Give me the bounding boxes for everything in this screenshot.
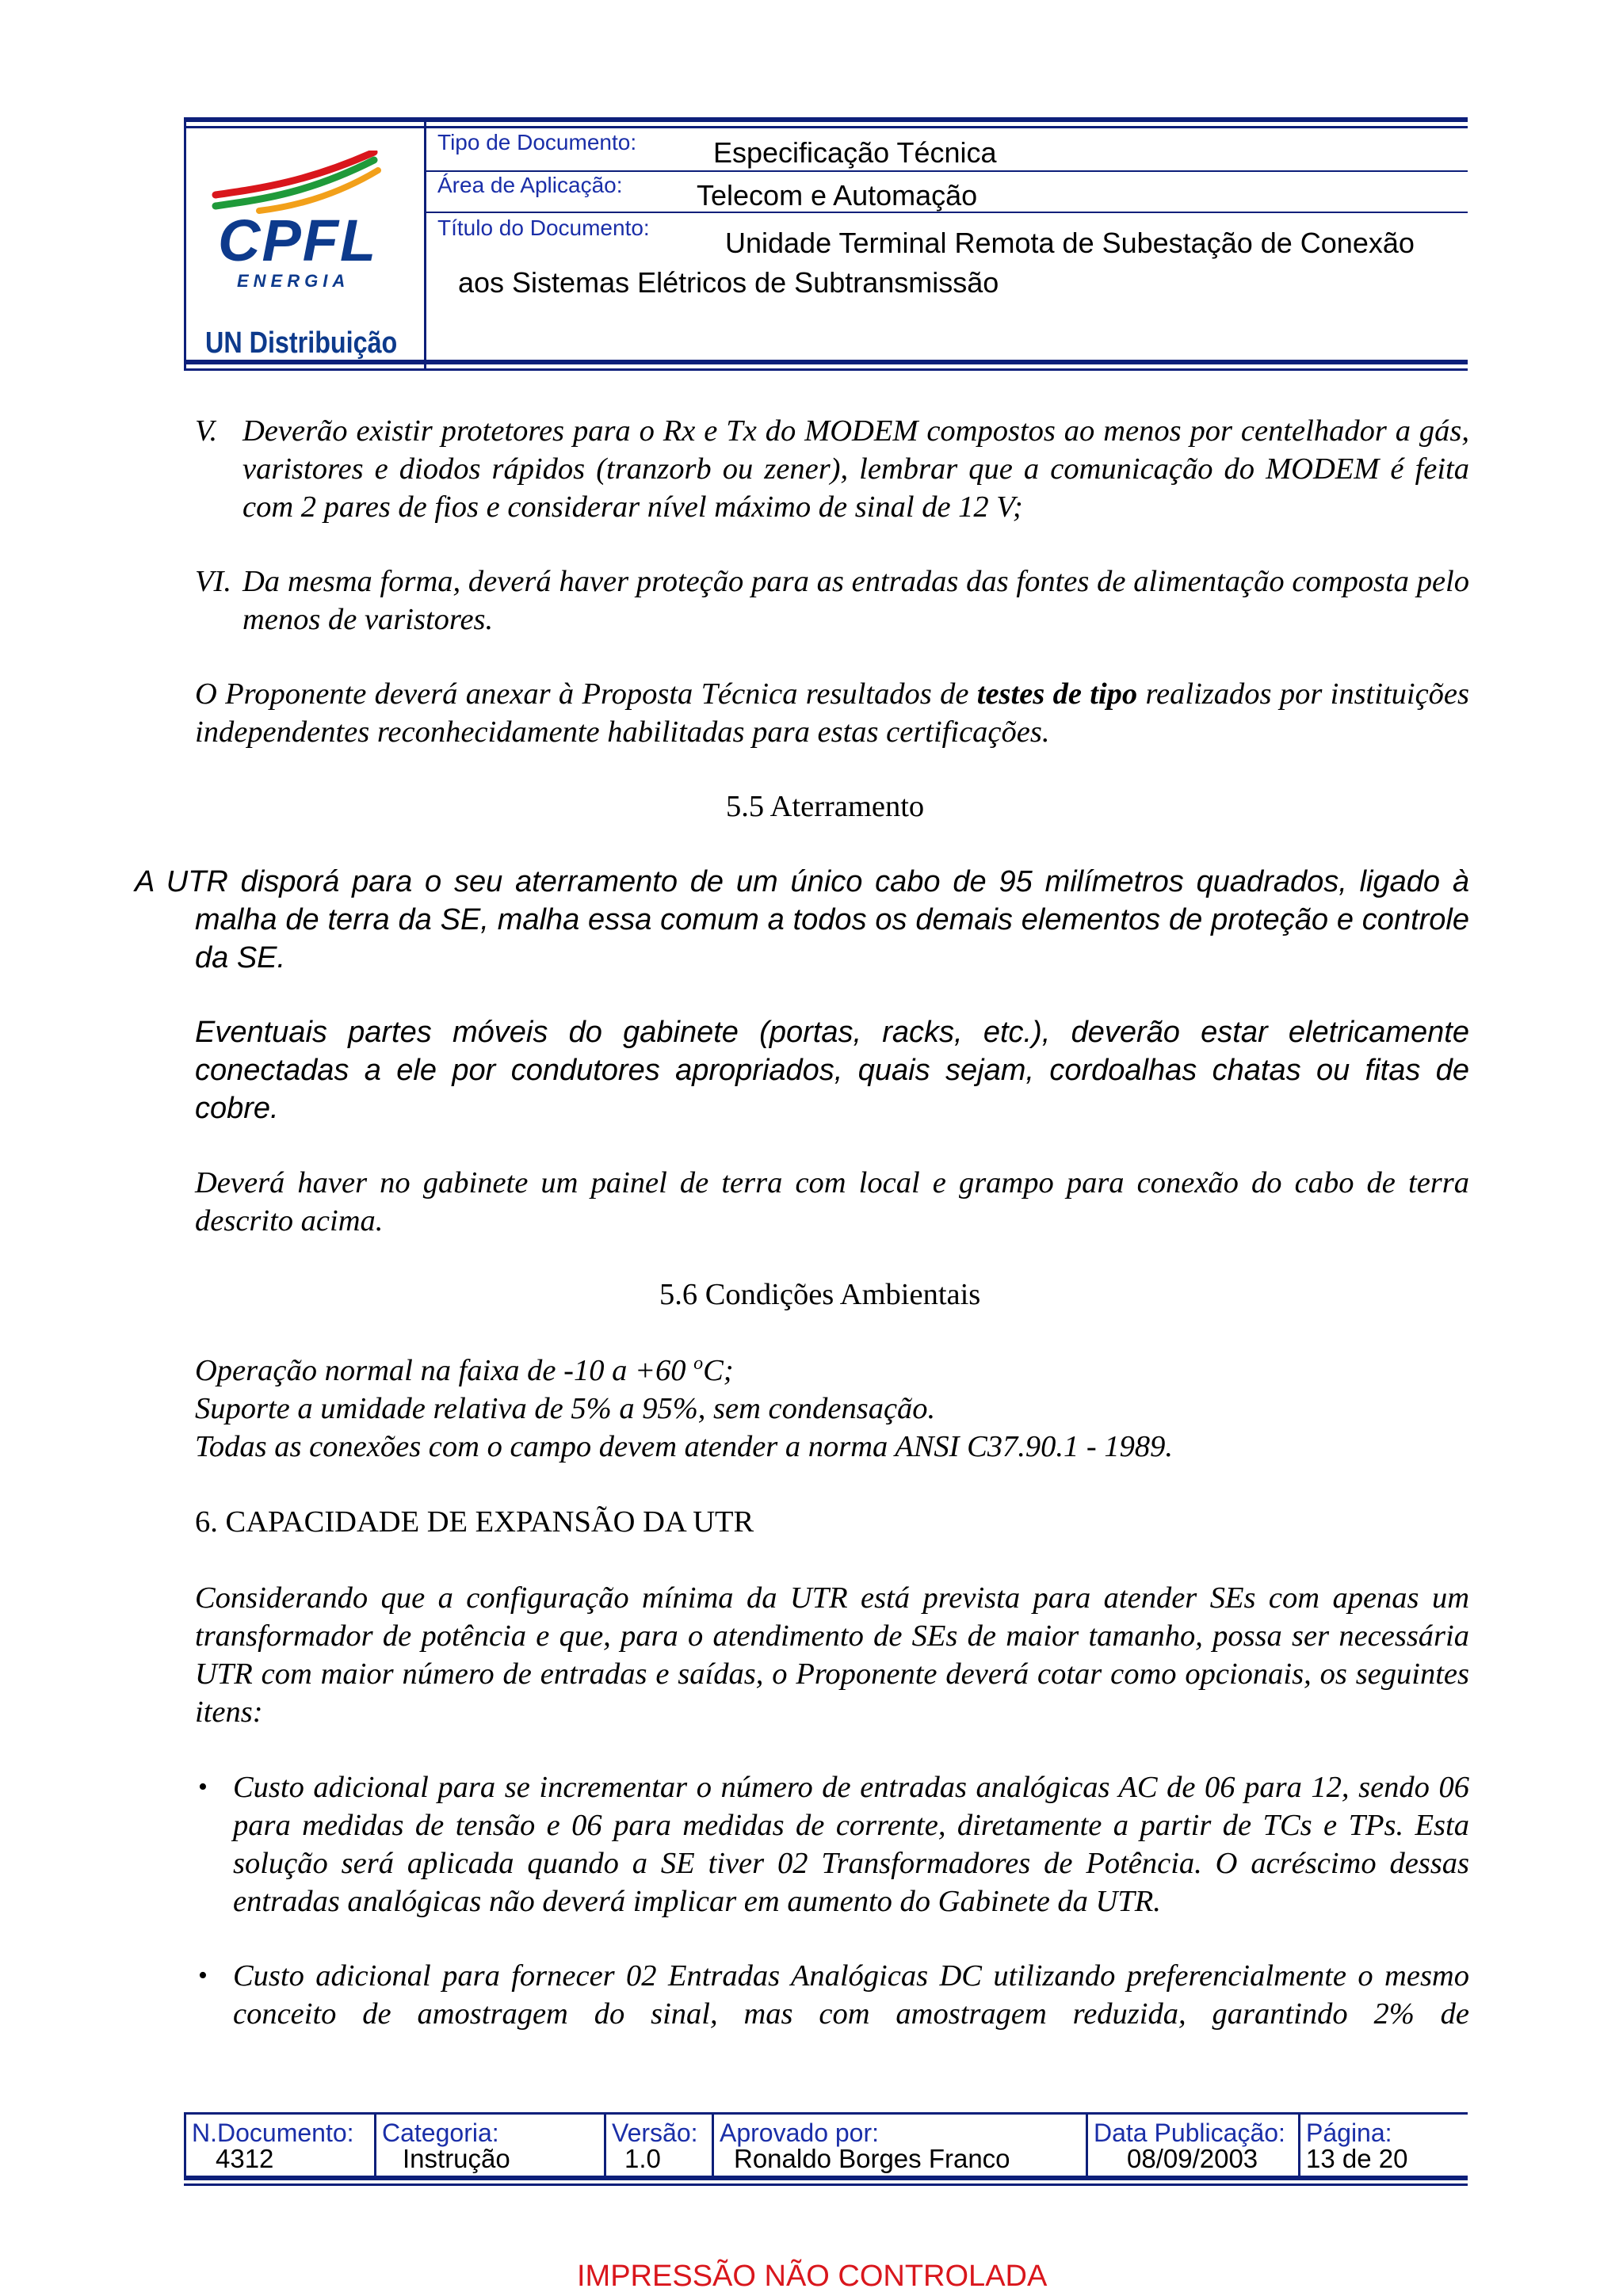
doc-number-label: N.Documento:: [192, 2119, 354, 2147]
version-value: 1.0: [624, 2144, 661, 2173]
section-heading-6: 6. CAPACIDADE DE EXPANSÃO DA UTR: [195, 1505, 754, 1539]
env-temp-unit: C;: [703, 1354, 734, 1387]
grounding-paragraph-2: Eventuais partes móveis do gabinete (portas, racks, etc.), deverão estar eletricamente conectadas a ele por condutores apropriados, quais sejam, cordoalhas chatas ou fitas de cobre.: [195, 1016, 1469, 1125]
grounding-paragraph-1: A UTR disporá para o seu aterramento de um único cabo de 95 milímetros quadrados, ligado à malha de terra da SE, malha essa comum a todos os demais elementos de proteção e controle da SE.: [135, 865, 1469, 974]
item-v-text: Deverão existir protetores para o Rx e Tx do MODEM compostos ao menos por centelhador a gás, varistores e diodos rápidos (tranzorb ou zener), lembrar que a comunicação do MODEM é feita com 2 pares de fios e considerar nível máximo de sinal de 12 V;: [242, 414, 1469, 524]
approved-by-label: Aprovado por:: [720, 2119, 880, 2147]
document-footer: [184, 2112, 1468, 2187]
doc-type-label: Tipo de Documento:: [437, 130, 637, 154]
publication-date-label: Data Publicação:: [1094, 2119, 1285, 2147]
category-label: Categoria:: [382, 2119, 499, 2147]
company-logo: [186, 128, 424, 358]
header-rule-bottom-thin: [184, 368, 1468, 371]
env-temp-text: Operação normal na faixa de -10 a +60: [195, 1354, 694, 1387]
footer-divider: [1298, 2115, 1300, 2176]
proponent-paragraph: [195, 675, 1469, 751]
section-heading-5-6: 5.6 Condições Ambientais: [659, 1278, 981, 1311]
section-heading-5-5: 5.5 Aterramento: [726, 790, 925, 823]
area-value: Telecom e Automação: [697, 179, 978, 212]
grounding-paragraph-3: Deverá haver no gabinete um painel de terra com local e grampo para conexão do cabo de terra descrito acima.: [195, 1166, 1469, 1238]
page-number-value: 13 de 20: [1306, 2144, 1408, 2173]
footer-divider: [1086, 2115, 1088, 2176]
env-condition-temperature: [195, 1352, 734, 1390]
category-value: Instrução: [403, 2144, 510, 2173]
degree-symbol: o: [693, 1353, 704, 1375]
footer-divider: [712, 2115, 714, 2176]
approved-by-value: Ronaldo Borges Franco: [734, 2144, 1010, 2173]
document-header: [184, 117, 1468, 372]
proponent-emphasis: testes de tipo: [976, 677, 1138, 711]
logo-subtext: ENERGIA: [237, 271, 350, 291]
logo-swoosh-icon: [212, 151, 386, 214]
header-rule-top: [184, 117, 1468, 122]
uncontrolled-print-stamp: IMPRESSÃO NÃO CONTROLADA: [577, 2260, 1048, 2293]
footer-divider: [604, 2115, 606, 2176]
proponent-text: O Proponente deverá anexar à Proposta Técnica resultados de: [195, 677, 977, 711]
footer-divider: [374, 2115, 376, 2176]
publication-date-value: 08/09/2003: [1127, 2144, 1258, 2173]
doc-number-value: 4312: [216, 2144, 274, 2173]
title-value-line1: Unidade Terminal Remota de Subestação de Conexão: [725, 227, 1415, 259]
bullet-marker: •: [198, 1772, 208, 1802]
footer-rule-top: [184, 2112, 1468, 2115]
expansion-bullet-1: Custo adicional para se incrementar o número de entradas analógicas AC de 06 para 12, sendo 06 para medidas de tensão e 06 para medidas de corrente, diretamente a partir de TCs e TPs. Esta solução será aplicada quando a SE tiver 02 Transformadores de Potência. O acréscimo dessas entradas analógicas não deverá implicar em aumento do Gabinete da UTR.: [233, 1771, 1469, 1918]
title-label: Título do Documento:: [437, 215, 650, 240]
list-marker-v: V.: [195, 414, 218, 448]
header-field-rule: [426, 170, 1468, 172]
proponent-text-end: realizados por instituições independentes reconhecidamente habilitadas para estas certificações.: [195, 677, 1469, 749]
logo-wordmark: CPFL: [218, 208, 378, 273]
header-divider: [424, 117, 426, 371]
list-marker-vi: VI.: [195, 565, 231, 598]
item-vi-text: Da mesma forma, deverá haver proteção para as entradas das fontes de alimentação composta pelo menos de varistores.: [242, 565, 1469, 636]
footer-rule-bottom: [184, 2176, 1468, 2180]
doc-type-value: Especificação Técnica: [713, 136, 997, 169]
header-field-rule: [426, 212, 1468, 213]
bullet-marker: •: [198, 1961, 208, 1990]
expansion-intro: Considerando que a configuração mínima da UTR está prevista para atender SEs com apenas um transformador de potência e que, para o atendimento de SEs de maior tamanho, possa ser necessária UTR com maior número de entradas e saídas, o Proponente deverá cotar como opcionais, os seguintes itens:: [195, 1581, 1469, 1729]
page-label: Página:: [1306, 2119, 1392, 2147]
business-unit-label: UN Distribuição: [205, 326, 398, 360]
footer-border-left: [184, 2115, 186, 2176]
env-condition-humidity: Suporte a umidade relativa de 5% a 95%, sem condensação.: [195, 1392, 936, 1425]
expansion-bullet-2: Custo adicional para fornecer 02 Entradas Analógicas DC utilizando preferencialmente o mesmo conceito de amostragem do sinal, mas com amostragem reduzida, garantindo 2% de: [233, 1959, 1469, 2031]
env-condition-standard: Todas as conexões com o campo devem atender a norma ANSI C37.90.1 - 1989.: [195, 1430, 1173, 1463]
title-value-line2: aos Sistemas Elétricos de Subtransmissão: [458, 266, 999, 299]
version-label: Versão:: [612, 2119, 698, 2147]
area-label: Área de Aplicação:: [437, 173, 623, 197]
footer-rule-bottom-thin: [184, 2183, 1468, 2186]
